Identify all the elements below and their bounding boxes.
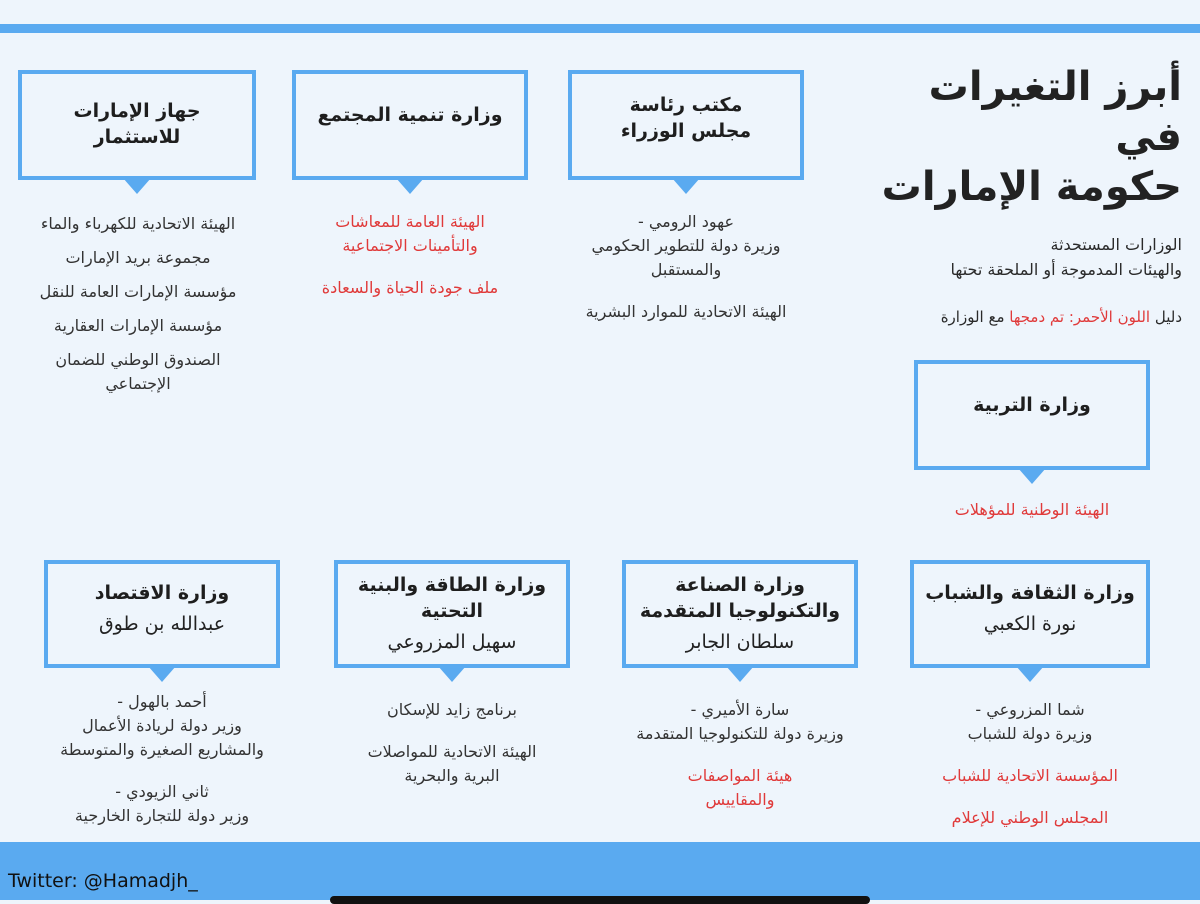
minister-name: عبدالله بن طوق — [98, 613, 226, 635]
down-arrow-icon — [438, 666, 466, 682]
list-item: الصندوق الوطني للضمان الإجتماعي — [55, 350, 221, 393]
list-energy-infrastructure — [334, 698, 570, 806]
box-title: وزارة الطاقة والبنية التحتية — [357, 574, 547, 622]
subtitle-line-2: والهيئات المدموجة أو الملحقة تحتها — [950, 260, 1182, 279]
footer-dark-strip — [330, 896, 870, 904]
list-education — [914, 498, 1150, 540]
top-accent-bar — [0, 24, 1200, 33]
page-title — [852, 62, 1182, 212]
title-block — [852, 62, 1182, 326]
down-arrow-icon — [1016, 666, 1044, 682]
minister-name: سلطان الجابر — [685, 631, 795, 653]
merged-entity-item: المؤسسة الاتحادية للشباب — [942, 766, 1118, 785]
title-line-2: حكومة الإمارات — [881, 164, 1182, 210]
legend-suffix: مع الوزارة — [940, 308, 1005, 326]
list-item: مؤسسة الإمارات العقارية — [53, 316, 223, 335]
box-title: وزارة تنمية المجتمع — [317, 104, 503, 126]
box-pm-office — [568, 70, 804, 180]
box-emirates-investment — [18, 70, 256, 180]
minister-name: نورة الكعبي — [983, 613, 1077, 635]
list-item: مؤسسة الإمارات العامة للنقل — [39, 282, 237, 301]
footer-bar — [0, 842, 1200, 900]
merged-entity-item: هيئة المواصفات والمقاييس — [687, 766, 793, 809]
list-pm-office — [560, 210, 812, 342]
list-item: مجموعة بريد الإمارات — [65, 248, 211, 267]
box-industry-technology — [622, 560, 858, 668]
list-item: الهيئة الاتحادية للموارد البشرية — [585, 302, 787, 321]
merged-entity-item: المجلس الوطني للإعلام — [951, 808, 1109, 827]
subtitle-line-1: الوزارات المستحدثة — [1050, 235, 1182, 254]
list-industry-technology — [600, 698, 880, 830]
down-arrow-icon — [123, 178, 151, 194]
list-item: أحمد بالهول - وزير دولة لريادة الأعمال والمشاريع الصغيرة والمتوسطة — [60, 692, 264, 759]
list-item: برنامج زايد للإسكان — [387, 700, 517, 719]
down-arrow-icon — [396, 178, 424, 194]
box-title: وزارة التربية — [973, 394, 1091, 416]
twitter-handle[interactable]: Twitter: @Hamadjh_ — [8, 870, 198, 892]
list-item: عهود الرومي - وزيرة دولة للتطوير الحكومي والمستقبل — [591, 212, 781, 279]
list-item: الهيئة الاتحادية للكهرباء والماء — [40, 214, 236, 233]
list-item: ثاني الزيودي - وزير دولة للتجارة الخارجية — [74, 782, 250, 825]
list-culture-youth — [910, 698, 1150, 848]
list-community-development — [292, 210, 528, 318]
box-title: جهاز الإمارات للاستثمار — [73, 100, 201, 148]
box-education — [914, 360, 1150, 470]
color-legend — [852, 308, 1182, 326]
list-item: سارة الأميري - وزيرة دولة للتكنولوجيا المتقدمة — [636, 700, 844, 743]
box-title: وزارة الثقافة والشباب — [925, 582, 1135, 604]
list-emirates-investment — [14, 212, 262, 406]
legend-red-text: اللون الأحمر: تم دمجها — [1009, 308, 1151, 326]
merged-entity-item: الهيئة الوطنية للمؤهلات — [954, 500, 1110, 519]
down-arrow-icon — [1018, 468, 1046, 484]
list-item: شما المزروعي - وزيرة دولة للشباب — [967, 700, 1093, 743]
subtitle — [852, 232, 1182, 282]
box-culture-youth — [910, 560, 1150, 668]
box-community-development — [292, 70, 528, 180]
merged-entity-item: الهيئة العامة للمعاشات والتأمينات الاجتماعية — [335, 212, 485, 255]
merged-entity-item: ملف جودة الحياة والسعادة — [321, 278, 499, 297]
title-line-1: أبرز التغيرات في — [928, 64, 1182, 160]
legend-prefix: دليل — [1154, 308, 1182, 326]
list-economy — [20, 690, 304, 846]
down-arrow-icon — [672, 178, 700, 194]
box-economy — [44, 560, 280, 668]
box-energy-infrastructure — [334, 560, 570, 668]
box-title: وزارة الصناعة والتكنولوجيا المتقدمة — [639, 574, 841, 622]
list-item: الهيئة الاتحادية للمواصلات البرية والبحرية — [367, 742, 537, 785]
box-title: وزارة الاقتصاد — [94, 582, 230, 604]
box-title: مكتب رئاسة مجلس الوزراء — [620, 94, 752, 142]
minister-name: سهيل المزروعي — [387, 631, 517, 653]
down-arrow-icon — [726, 666, 754, 682]
down-arrow-icon — [148, 666, 176, 682]
